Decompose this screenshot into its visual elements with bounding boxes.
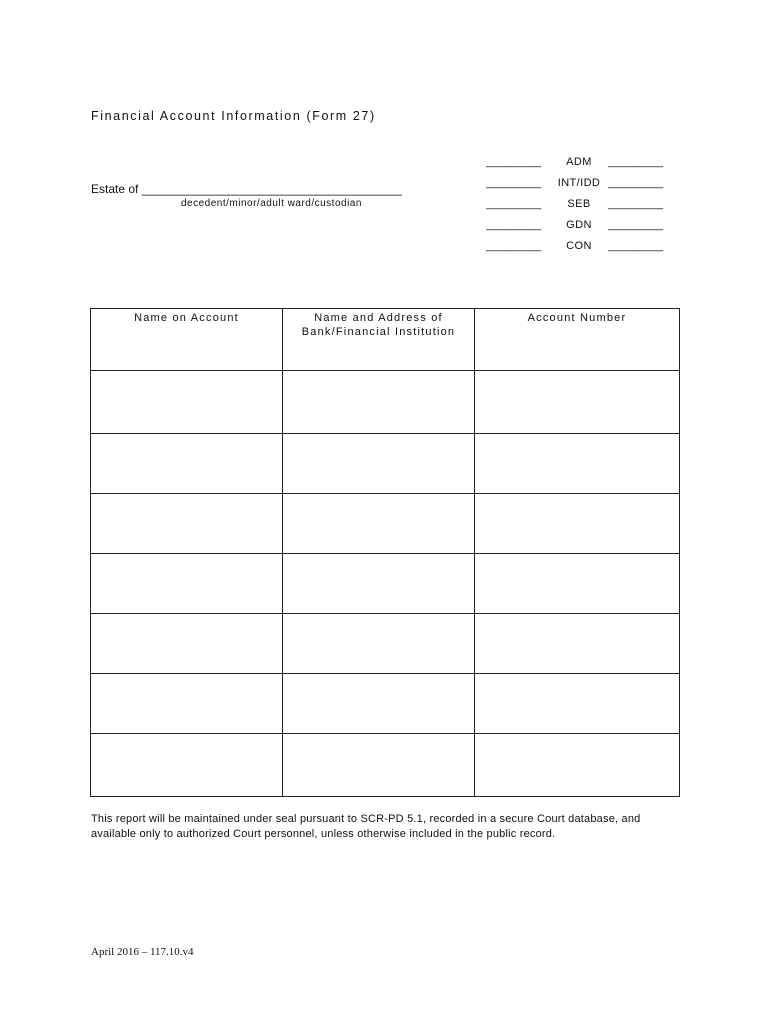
header-account-number-label: Account Number	[527, 312, 627, 324]
estate-line	[91, 182, 402, 196]
case-code-left-field[interactable]: _________	[486, 176, 542, 189]
bank-institution-cell[interactable]	[283, 434, 475, 494]
name-on-account-cell[interactable]	[91, 734, 283, 797]
name-on-account-cell[interactable]	[91, 614, 283, 674]
table-row	[91, 674, 680, 734]
header-bank-institution	[283, 309, 475, 371]
case-code-left-field[interactable]: _________	[486, 240, 542, 253]
account-number-cell[interactable]	[475, 554, 680, 614]
case-code-right-field[interactable]: _________	[608, 240, 664, 253]
form-title: Financial Account Information (Form 27)	[91, 109, 376, 123]
estate-subtitle: decedent/minor/adult ward/custodian	[181, 198, 362, 209]
case-code-row-con	[486, 236, 672, 257]
case-code-row-int-idd	[486, 172, 672, 193]
bank-institution-cell[interactable]	[283, 614, 475, 674]
bank-institution-cell[interactable]	[283, 494, 475, 554]
case-code-label: GDN	[566, 219, 592, 232]
case-code-label: INT/IDD	[557, 176, 601, 189]
account-number-cell[interactable]	[475, 614, 680, 674]
account-number-cell[interactable]	[475, 674, 680, 734]
header-bank-line2: Bank/Financial Institution	[301, 326, 456, 338]
bank-institution-cell[interactable]	[283, 371, 475, 434]
case-code-label: SEB	[567, 197, 591, 210]
case-code-left-field[interactable]: _________	[486, 197, 542, 210]
estate-name-field[interactable]: _______________________________________	[141, 182, 402, 196]
accounts-table	[90, 308, 680, 797]
accounts-table-header-row	[91, 309, 680, 371]
bank-institution-cell[interactable]	[283, 554, 475, 614]
confidentiality-notice: This report will be maintained under seal pursuant to SCR-PD 5.1, recorded in a secure Court database, and available only to authorized Court personnel, unless otherwise included in the public record.	[91, 813, 641, 840]
case-code-block	[486, 151, 672, 257]
name-on-account-cell[interactable]	[91, 554, 283, 614]
case-code-left-field[interactable]: _________	[486, 219, 542, 232]
name-on-account-cell[interactable]	[91, 494, 283, 554]
case-code-row-seb	[486, 193, 672, 214]
bank-institution-cell[interactable]	[283, 674, 475, 734]
account-number-cell[interactable]	[475, 371, 680, 434]
name-on-account-cell[interactable]	[91, 371, 283, 434]
estate-label: Estate of	[91, 182, 139, 196]
case-code-row-gdn	[486, 215, 672, 236]
case-code-label: ADM	[566, 155, 592, 168]
account-number-cell[interactable]	[475, 434, 680, 494]
table-row	[91, 554, 680, 614]
bank-institution-cell[interactable]	[283, 734, 475, 797]
header-account-number	[475, 309, 680, 371]
table-row	[91, 494, 680, 554]
name-on-account-cell[interactable]	[91, 674, 283, 734]
table-row	[91, 434, 680, 494]
table-row	[91, 371, 680, 434]
header-name-on-account	[91, 309, 283, 371]
case-code-right-field[interactable]: _________	[608, 197, 664, 210]
footer-version: April 2016 – 117.10.v4	[91, 946, 194, 958]
case-code-row-adm	[486, 151, 672, 172]
name-on-account-cell[interactable]	[91, 434, 283, 494]
account-number-cell[interactable]	[475, 734, 680, 797]
case-code-left-field[interactable]: _________	[486, 155, 542, 168]
header-bank-line1: Name and Address of	[314, 312, 443, 324]
header-name-on-account-label: Name on Account	[134, 312, 239, 324]
table-row	[91, 734, 680, 797]
case-code-label: CON	[566, 240, 592, 253]
table-row	[91, 614, 680, 674]
case-code-right-field[interactable]: _________	[608, 155, 664, 168]
case-code-right-field[interactable]: _________	[608, 176, 664, 189]
case-code-right-field[interactable]: _________	[608, 219, 664, 232]
account-number-cell[interactable]	[475, 494, 680, 554]
